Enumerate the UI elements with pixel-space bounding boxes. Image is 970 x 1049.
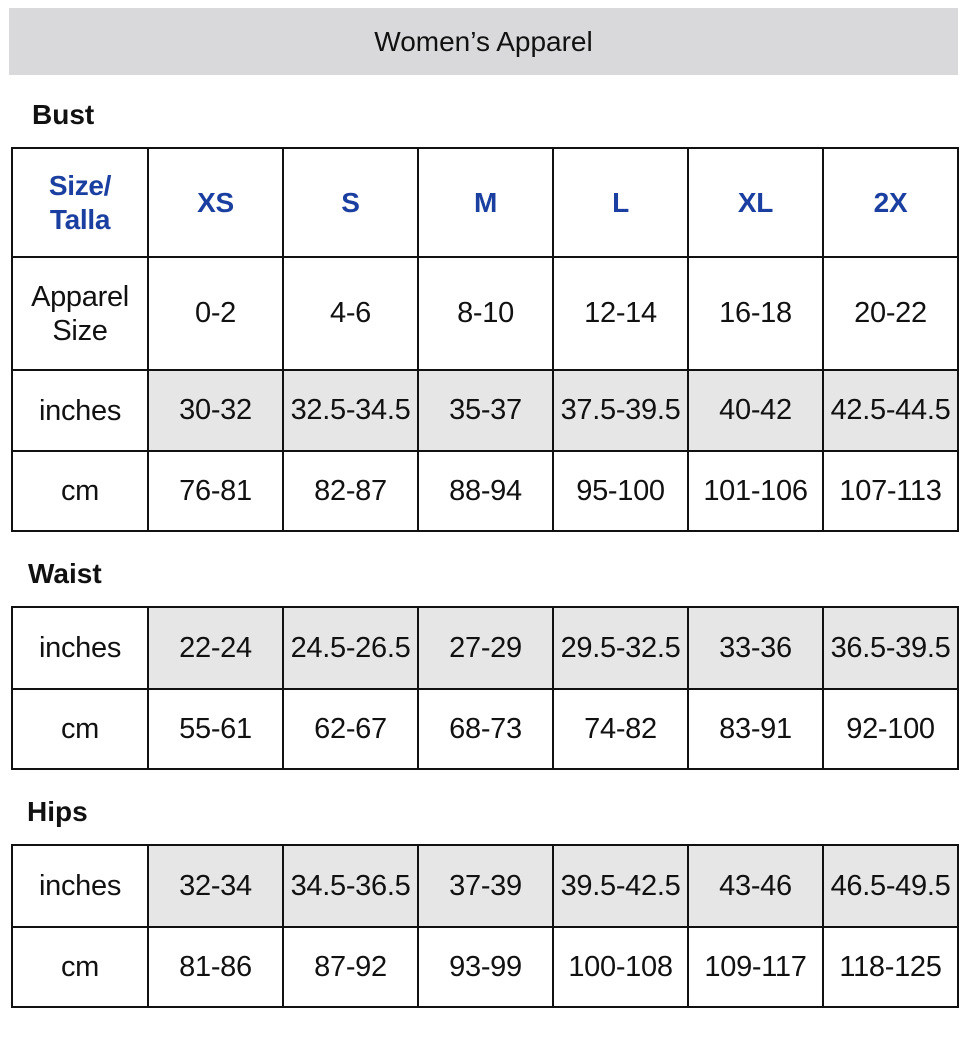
apparel-size-cell: 16-18: [688, 257, 823, 370]
size-header-row: [12, 148, 958, 257]
hips-inches-cell: 37-39: [418, 845, 553, 927]
waist-inches-cell: 36.5-39.5: [823, 607, 958, 689]
waist-cm-cell: 55-61: [148, 689, 283, 769]
bust-inches-cell: 32.5-34.5: [283, 370, 418, 451]
hips-cm-label: cm: [12, 927, 148, 1007]
bust-inches-cell: 35-37: [418, 370, 553, 451]
apparel-size-cell: 12-14: [553, 257, 688, 370]
apparel-size-cell: 20-22: [823, 257, 958, 370]
apparel-size-cell: 0-2: [148, 257, 283, 370]
size-l: L: [553, 148, 688, 257]
waist-inches-cell: 33-36: [688, 607, 823, 689]
waist-cm-cell: 92-100: [823, 689, 958, 769]
waist-inches-cell: 27-29: [418, 607, 553, 689]
bust-cm-cell: 76-81: [148, 451, 283, 531]
section-label-bust: Bust: [32, 99, 95, 130]
bust-cm-cell: 101-106: [688, 451, 823, 531]
hips-cm-cell: 100-108: [553, 927, 688, 1007]
hips-inches-cell: 39.5-42.5: [553, 845, 688, 927]
hips-inches-cell: 46.5-49.5: [823, 845, 958, 927]
waist-cm-cell: 83-91: [688, 689, 823, 769]
apparel-size-cell: 4-6: [283, 257, 418, 370]
hips-cm-cell: 118-125: [823, 927, 958, 1007]
bust-inches-label: inches: [12, 370, 148, 451]
waist-inches-cell: 24.5-26.5: [283, 607, 418, 689]
size-xl: XL: [688, 148, 823, 257]
apparel-label-line1: Apparel: [31, 280, 129, 313]
hips-inches-cell: 43-46: [688, 845, 823, 927]
size-m: M: [418, 148, 553, 257]
bust-cm-row: [12, 451, 958, 531]
bust-inches-cell: 37.5-39.5: [553, 370, 688, 451]
hips-cm-cell: 81-86: [148, 927, 283, 1007]
waist-inches-cell: 22-24: [148, 607, 283, 689]
waist-inches-label: inches: [12, 607, 148, 689]
waist-cm-row: [12, 689, 958, 769]
size-header-line2: Talla: [49, 203, 111, 235]
bust-cm-cell: 82-87: [283, 451, 418, 531]
bust-cm-cell: 88-94: [418, 451, 553, 531]
waist-cm-cell: 74-82: [553, 689, 688, 769]
bust-inches-cell: 40-42: [688, 370, 823, 451]
bust-table: [11, 147, 959, 532]
bust-cm-label: cm: [12, 451, 148, 531]
size-2x: 2X: [823, 148, 958, 257]
bust-inches-cell: 30-32: [148, 370, 283, 451]
bust-inches-row: [12, 370, 958, 451]
hips-inches-row: [12, 845, 958, 927]
page-title: Women’s Apparel: [9, 8, 958, 75]
section-label-waist: Waist: [28, 558, 102, 589]
bust-inches-cell: 42.5-44.5: [823, 370, 958, 451]
waist-cm-cell: 68-73: [418, 689, 553, 769]
waist-inches-row: [12, 607, 958, 689]
bust-cm-cell: 107-113: [823, 451, 958, 531]
apparel-size-row: [12, 257, 958, 370]
size-header-cell: [12, 148, 148, 257]
waist-inches-cell: 29.5-32.5: [553, 607, 688, 689]
hips-cm-row: [12, 927, 958, 1007]
size-header-line1: Size/: [48, 169, 112, 201]
bust-cm-cell: 95-100: [553, 451, 688, 531]
hips-cm-cell: 109-117: [688, 927, 823, 1007]
hips-inches-cell: 34.5-36.5: [283, 845, 418, 927]
waist-table: [11, 606, 959, 770]
hips-cm-cell: 87-92: [283, 927, 418, 1007]
apparel-size-label: [12, 257, 148, 370]
hips-inches-label: inches: [12, 845, 148, 927]
size-xs: XS: [148, 148, 283, 257]
hips-cm-cell: 93-99: [418, 927, 553, 1007]
apparel-size-cell: 8-10: [418, 257, 553, 370]
hips-inches-cell: 32-34: [148, 845, 283, 927]
hips-table: [11, 844, 959, 1008]
waist-cm-label: cm: [12, 689, 148, 769]
apparel-label-line2: Size: [52, 314, 108, 347]
waist-cm-cell: 62-67: [283, 689, 418, 769]
size-s: S: [283, 148, 418, 257]
section-label-hips: Hips: [27, 796, 88, 827]
